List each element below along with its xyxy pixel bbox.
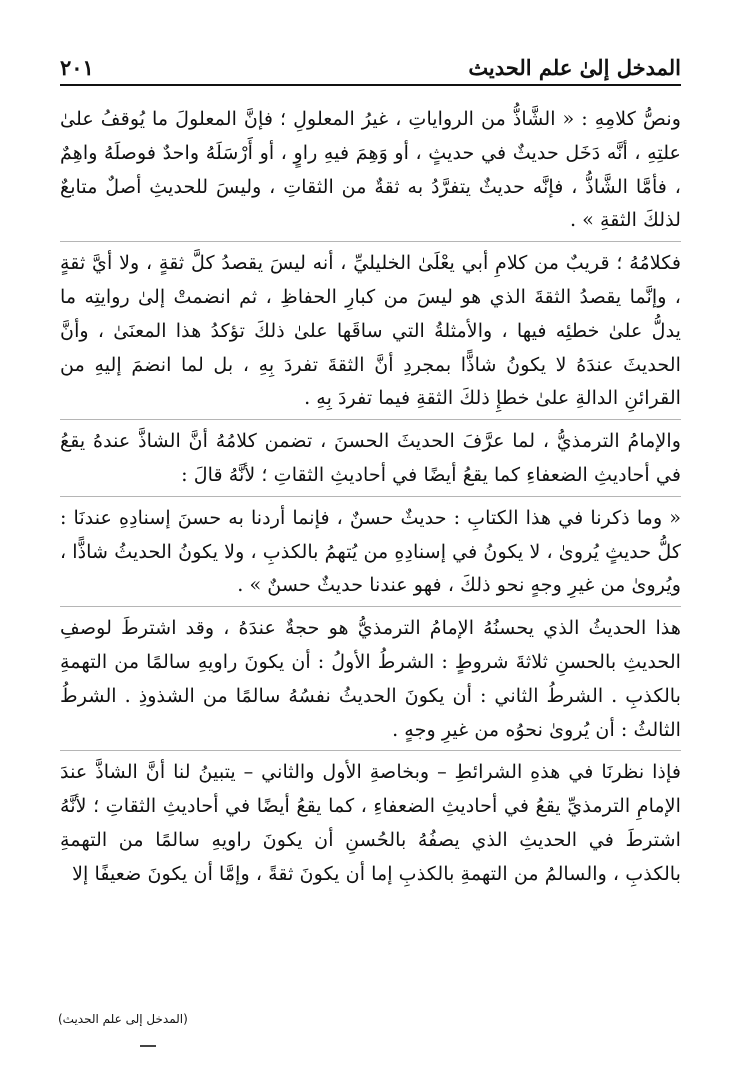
paragraph: فإذا نظرنَا في هذهِ الشرائطِ – وبخاصةِ الأول والثاني – يتبينُ لنا أنَّ الشاذَّ عندَ الإمامِ الترمذيِّ يقعُ في أحاديثِ الضعفاءِ ، كما يقعُ أيضًا في أحاديثِ الثقاتِ ؛ لأنَّهُ اشترطَ في الحديثِ الذي يصفُهُ بالحُسنِ أن يكونَ راويهِ سالمًا من التهمةِ بالكذبِ ، والسالمُ من التهمةِ بالكذبِ إما أن يكونَ ثقةً ، وإمَّا أن يكونَ ضعيفًا إلا	[60, 750, 681, 890]
footer-mark	[140, 1045, 156, 1047]
page-number: ٢٠١	[60, 55, 94, 80]
running-title: المدخل إلىٰ علم الحديث	[468, 55, 681, 80]
page-header	[60, 40, 681, 86]
paragraph: فكلامُهُ ؛ قريبٌ من كلامِ أبي يعْلَىٰ الخليليِّ ، أنه ليسَ يقصدُ كلَّ ثقةٍ ، ولا أيَّ ثقةٍ ، وإنَّما يقصدُ الثقةَ الذي هو ليسَ من كبارِ الحفاظِ ، ثم انضمتْ إلىٰ روايتِه ما يدلُّ علىٰ خطئِه فيها ، والأمثلةُ التي ساقَها علىٰ ذلكَ تؤكدُ هذا المعنَىٰ ، وأنَّ الحديثَ عندَهُ لا يكونُ شاذًّا بمجردِ أنَّ الثقةَ تفردَ بِهِ ، بل لما انضمَ إليهِ من القرائنِ الدالةِ علىٰ خطإِ ذلكَ الثقةِ فيما تفردَ بِهِ .	[60, 241, 681, 415]
quotation-paragraph: « وما ذكرنا في هذا الكتابِ : حديثٌ حسنٌ ، فإنما أردنا به حسنَ إسنادِهِ عندنَا : كلُّ حديثٍ يُروىٰ ، لا يكونُ في إسنادِهِ من يُتهمُ بالكذبِ ، ولا يكونُ الحديثُ شاذًّا ، ويُروىٰ من غيرِ وجهٍ نحو ذلكَ ، فهو عندنا حديثٌ حسنٌ » .	[60, 496, 681, 602]
paragraph: والإمامُ الترمذيُّ ، لما عرَّفَ الحديثَ الحسنَ ، تضمن كلامُهُ أنَّ الشاذَّ عندهُ يقعُ في أحاديثِ الضعفاءِ كما يقعُ أيضًا في أحاديثِ الثقاتِ ؛ لأنَّهُ قالَ :	[60, 419, 681, 492]
body-text	[60, 102, 681, 895]
paragraph: ونصُّ كلامِهِ : « الشَّاذُّ من الرواياتِ ، غيرُ المعلولِ ؛ فإنَّ المعلولَ ما يُوقفُ علىٰ علتِهِ ، أنَّه دَخَل حديثٌ في حديثٍ ، أو وَهِمَ فيهِ راوٍ ، أو أَرْسَلَهُ واحدٌ فوصلَهُ واهِمٌ ، فأمَّا الشَّاذُّ ، فإنَّه حديثٌ يتفرَّدُ به ثقةٌ من الثقاتِ ، وليسَ للحديثِ أصلٌ متابعٌ لذلكَ الثقةِ » .	[60, 107, 681, 232]
paragraph: هذا الحديثُ الذي يحسنُهُ الإمامُ الترمذيُّ هو حجةٌ عندَهُ ، وقد اشترطَ لوصفِ الحديثِ بالحسنِ ثلاثةَ شروطٍ : الشرطُ الأولُ : أن يكونَ راويهِ سالمًا من التهمةِ بالكذبِ . الشرطُ الثاني : أن يكونَ الحديثُ نفسُهُ سالمًا من الشذوذِ . الشرطُ الثالثُ : أن يُروىٰ نحوُه من غيرِ وجهٍ .	[60, 606, 681, 746]
footer-label: (المدخل إلى علم الحديث)	[58, 1012, 188, 1026]
